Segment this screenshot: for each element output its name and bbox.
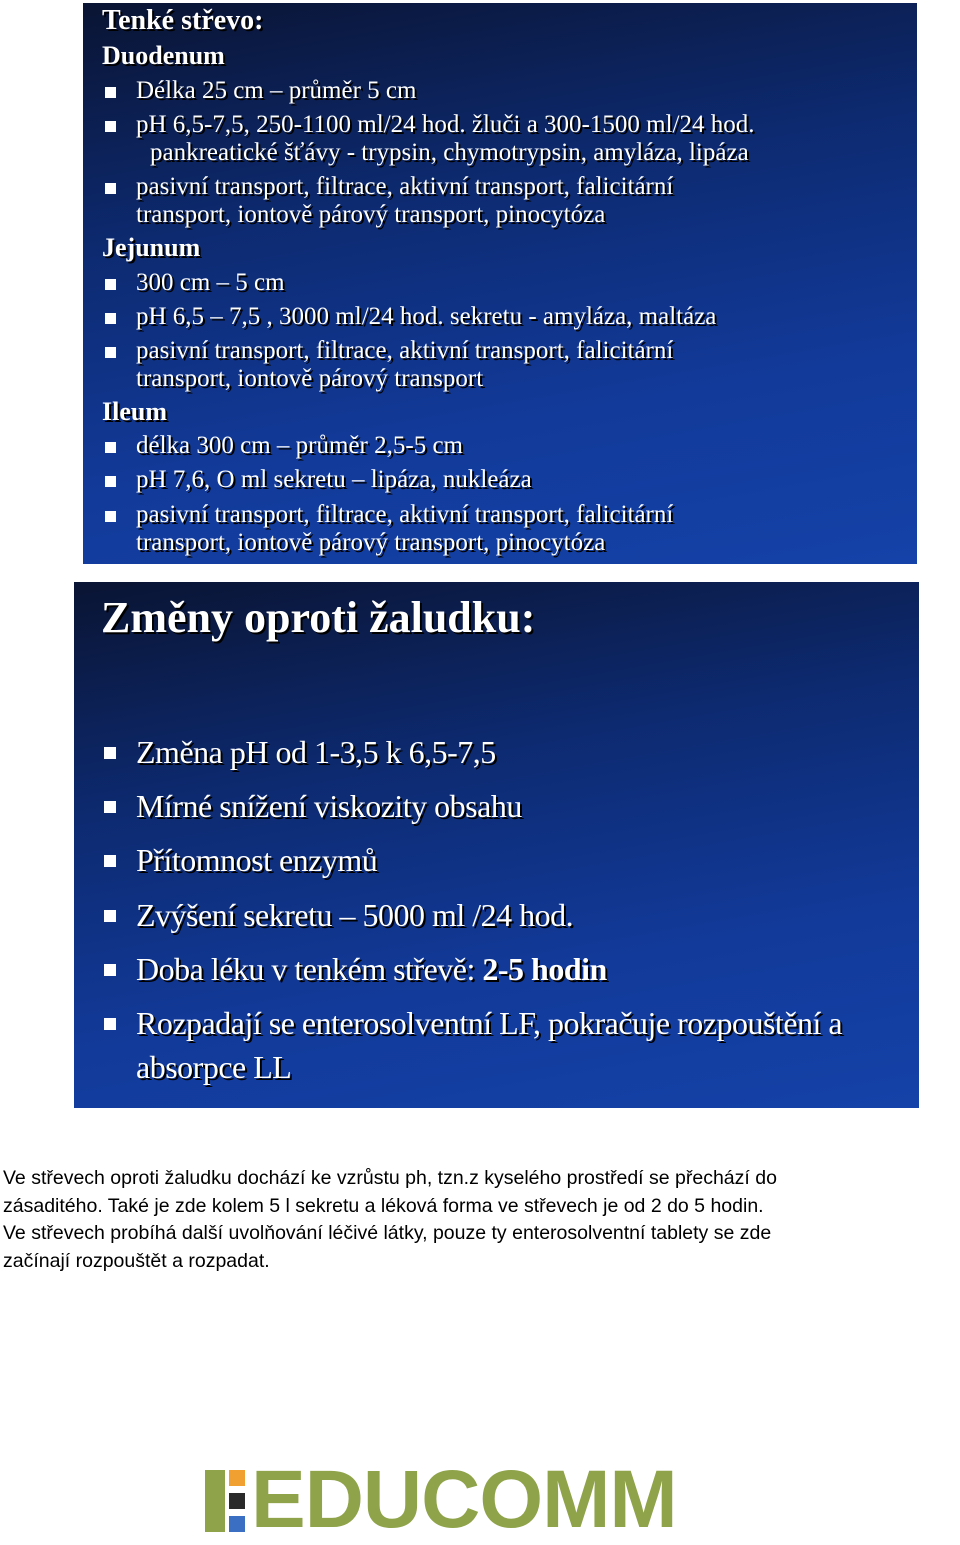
list-item — [102, 173, 902, 229]
item-text: pasivní transport, filtrace, aktivní transport, falicitární — [136, 173, 674, 200]
bullet-icon — [105, 476, 116, 487]
slide-title: Změny oproti žaludku: — [101, 593, 536, 642]
item-text: Mírné snížení viskozity obsahu — [136, 788, 522, 824]
item-text: Změna pH od 1-3,5 k 6,5-7,5 — [136, 734, 496, 770]
bullet-icon — [104, 747, 116, 759]
list-item — [102, 111, 902, 167]
bullet-icon — [105, 442, 116, 453]
slide-title: Tenké střevo: — [102, 5, 264, 36]
section-heading-ileum: Ileum — [102, 397, 167, 426]
list-item — [102, 501, 902, 557]
list-item — [102, 337, 902, 393]
item-text-bold: 2-5 hodin — [482, 951, 607, 987]
section-heading-duodenum: Duodenum — [102, 41, 225, 70]
bullet-icon — [104, 910, 116, 922]
item-text: pasivní transport, filtrace, aktivní transport, falicitární — [136, 337, 674, 364]
list-item — [102, 77, 902, 105]
list-item — [101, 893, 901, 937]
section-heading-jejunum: Jejunum — [102, 233, 201, 262]
list-item — [102, 269, 902, 297]
bullet-icon — [104, 801, 116, 813]
body-paragraph — [3, 1165, 958, 1275]
item-text: pH 7,6, O ml sekretu – lipáza, nukleáza — [136, 466, 532, 493]
item-text: pH 6,5-7,5, 250-1100 ml/24 hod. žluči a 300-1500 ml/24 hod. — [136, 111, 755, 138]
educomm-logo — [205, 1454, 767, 1545]
item-text-continued: transport, iontově párový transport, pinocytóza — [136, 201, 606, 228]
item-text-continued: transport, iontově párový transport, pinocytóza — [136, 529, 606, 556]
bullet-icon — [105, 279, 116, 290]
list-item — [102, 432, 902, 460]
paragraph-line: Ve střevech oproti žaludku dochází ke vzrůstu ph, tzn.z kyselého prostředí se přechází do — [3, 1167, 777, 1189]
list-item — [101, 1001, 901, 1089]
slide-changes-vs-stomach — [74, 582, 919, 1108]
bullet-icon — [105, 121, 116, 132]
bullet-icon — [105, 87, 116, 98]
item-text-continued: transport, iontově párový transport — [136, 365, 484, 392]
slide-small-intestine — [83, 3, 917, 564]
bullet-icon — [105, 183, 116, 194]
paragraph-line: Ve střevech probíhá další uvolňování léčivé látky, pouze ty enterosolventní tablety se zde — [3, 1222, 772, 1244]
item-text-continued: pankreatické šťávy - trypsin, chymotrypsin, amyláza, lipáza — [150, 139, 749, 166]
list-item — [101, 947, 901, 991]
item-text: Rozpadají se enterosolventní LF, pokračuje rozpouštění a — [136, 1005, 843, 1041]
bullet-icon — [105, 511, 116, 522]
list-item — [101, 784, 901, 828]
logo-wordmark: EDUCOMM — [251, 1454, 677, 1545]
item-text — [136, 947, 607, 991]
list-item — [102, 303, 902, 331]
item-text-continued: absorpce LL — [136, 1049, 292, 1085]
item-text: Délka 25 cm – průměr 5 cm — [136, 77, 417, 104]
item-text: pasivní transport, filtrace, aktivní transport, falicitární — [136, 501, 674, 528]
list-item — [101, 730, 901, 774]
item-text: délka 300 cm – průměr 2,5-5 cm — [136, 432, 463, 459]
bullet-icon — [104, 964, 116, 976]
bullet-icon — [104, 1018, 116, 1030]
bullet-icon — [105, 347, 116, 358]
bullet-icon — [104, 855, 116, 867]
item-text: Přítomnost enzymů — [136, 842, 378, 878]
list-item — [101, 838, 901, 882]
item-text: 300 cm – 5 cm — [136, 269, 285, 296]
bullet-icon — [105, 313, 116, 324]
logo-mark-icon — [205, 1468, 249, 1534]
paragraph-line: zásaditého. Také je zde kolem 5 l sekretu a léková forma ve střevech je od 2 do 5 hodin. — [3, 1194, 764, 1217]
item-text: Zvýšení sekretu – 5000 ml /24 hod. — [136, 897, 574, 933]
item-text: pH 6,5 – 7,5 , 3000 ml/24 hod. sekretu - amyláza, maltáza — [136, 303, 717, 330]
paragraph-line: začínají rozpouštět a rozpadat. — [3, 1249, 270, 1272]
list-item — [102, 466, 902, 494]
item-text-regular: Doba léku v tenkém střevě: — [136, 951, 483, 987]
